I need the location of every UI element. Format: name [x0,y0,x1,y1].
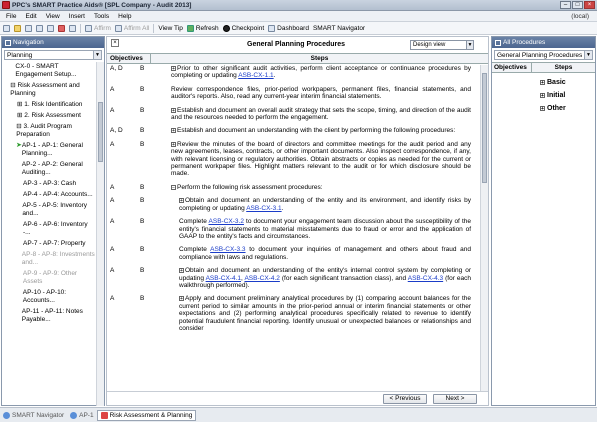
steps-table-body [107,65,479,395]
level-cell: B [140,267,145,275]
menu-help[interactable]: Help [118,12,132,20]
procedure-step-row [107,267,479,289]
smart-navigator-label: SMART Navigator [312,24,366,32]
save-icon[interactable] [25,25,32,32]
navigation-title: Navigation [13,39,44,46]
toolbar-separator [153,24,154,33]
expand-icon[interactable]: + [172,107,175,114]
step-text [171,246,471,261]
nav-tree-item[interactable] [2,288,97,307]
step-text-fragment: Obtain and document an understanding of the entity and its environment, and identify risks by completing or updating [179,197,471,212]
objective-cell: A [110,197,115,205]
affirm-label: Affirm [94,24,111,32]
navigator-icon [70,412,77,419]
objective-cell: A [110,295,115,303]
smart-navigator-button[interactable] [313,25,365,32]
pin-icon[interactable] [5,40,11,46]
level-cell: B [140,127,145,135]
step-text-fragment: . [281,204,284,212]
step-text [171,184,471,191]
objective-cell: A, D [110,65,123,72]
window-controls [560,1,595,9]
workpaper-link[interactable]: ASB-CX-3.2 [208,218,244,226]
objectives-column-header: Objectives [492,63,532,72]
procedure-step-row [107,127,479,134]
main-document-panel [106,36,489,406]
menu-tools[interactable]: Tools [93,12,110,20]
close-document-icon[interactable]: × [111,39,119,47]
nav-tree-item-label: ⊞ 2. Risk Assessment [17,112,81,119]
step-text-fragment: Establish and document an understanding with the client by performing the following procedures: [177,127,456,135]
checkpoint-label: Checkpoint [231,24,265,32]
status-tab[interactable] [97,410,197,421]
document-title: General Planning Procedures [247,41,346,48]
status-tab-label: AP-1 [79,411,94,419]
scrollbar-thumb[interactable] [482,73,487,183]
document-footer [107,391,488,405]
nav-tree-item[interactable] [2,269,97,288]
nav-tree-item[interactable] [2,81,97,100]
menu-bar [0,11,597,22]
procedure-step-row [107,218,479,240]
step-text [171,197,471,212]
procedures-filter-value: General Planning Procedures [497,51,583,59]
workpaper-link[interactable]: ASB-CX-3.1 [246,204,282,212]
expand-icon[interactable]: + [541,106,544,112]
pages-icon[interactable] [69,25,76,32]
nav-tree-item[interactable] [2,220,97,239]
procedures-table-header [492,62,595,73]
level-cell: B [140,140,145,148]
status-tab[interactable] [0,410,67,421]
expand-icon[interactable]: + [180,198,183,205]
procedure-step-row [107,65,479,80]
step-text-fragment: Obtain and document an understanding of the entity's internal control system by completing or updating [179,267,471,282]
status-tab-label: Risk Assessment & Planning [109,411,193,419]
step-text [171,65,471,80]
nav-tree-item[interactable] [2,160,97,179]
nav-tree-item-label: ⊟ 3. Audit Program Preparation [16,123,72,138]
procedure-group-label: Initial [547,92,566,99]
nav-tree-item[interactable] [2,179,97,190]
procedure-step-row [107,141,479,178]
navigation-filter-value: Planning [7,51,33,59]
collapse-icon[interactable]: − [172,184,175,191]
previous-button[interactable]: < Previous [383,394,427,404]
step-text-fragment: Perform the following risk assessment procedures: [177,183,323,191]
navigation-header [2,37,104,48]
dashboard-icon [268,25,275,32]
procedure-step-row [107,246,479,261]
procedures-panel [491,36,596,406]
document-icon[interactable] [36,25,43,32]
menu-file[interactable]: File [6,12,17,20]
expand-icon[interactable]: + [180,296,183,303]
level-cell: B [140,65,145,72]
expand-icon[interactable]: + [541,93,544,99]
step-text-fragment: (for each significant transaction class), and [279,274,408,282]
nav-tree-item[interactable] [2,62,97,81]
chevron-down-icon[interactable]: ▼ [584,51,592,59]
level-cell: B [140,295,145,303]
affirm-icon [85,25,92,32]
affirm-all-button[interactable] [115,25,150,32]
checkpoint-button[interactable] [223,25,265,32]
close-button[interactable]: × [584,1,595,9]
procedure-step-row [107,107,479,122]
window-titlebar [0,0,597,11]
procedure-group[interactable] [492,105,595,112]
chevron-down-icon[interactable]: ▼ [93,51,101,59]
nav-tree-item[interactable] [2,190,97,201]
nav-tree-item-label: AP-5 - AP-5: Inventory and... [22,202,87,217]
nav-tree-item-label: AP-6 - AP-6: Inventory -... [23,221,88,236]
tree-spacer [16,240,23,248]
nav-tree-item[interactable] [2,201,97,220]
dashboard-label: Dashboard [277,24,309,32]
minimize-button[interactable]: – [560,1,571,9]
objective-cell: A [110,267,115,275]
tree-spacer [10,101,17,109]
step-text-fragment: (for each walkthrough performed). [179,274,471,289]
objective-cell: A [110,106,115,114]
objective-cell: A, D [110,127,123,135]
step-text-fragment: to document your inquiries of management and others about fraud and compliance with laws and regulations. [179,246,471,261]
navigation-panel [1,36,105,406]
tree-spacer [16,180,23,188]
refresh-icon [187,25,194,32]
navigation-tree [2,62,97,406]
nav-tree-item[interactable] [2,307,97,326]
current-item-arrow-icon: ➤ [16,142,22,149]
app-icon [2,1,10,9]
affirm-button[interactable] [85,25,111,32]
procedure-step-row [107,295,479,332]
nav-tree-item-label: AP-4 - AP-4: Accounts... [23,191,93,198]
status-bar [0,407,597,422]
nav-tree-item[interactable] [2,141,97,160]
toolbar [0,22,597,35]
affirm-all-icon [115,25,122,32]
level-cell: B [140,197,145,205]
document-scrollbar[interactable] [480,65,488,395]
step-text-fragment: , [241,274,245,282]
objective-cell: A [110,140,115,148]
menu-insert[interactable]: Insert [68,12,85,20]
menu-view[interactable]: View [45,12,60,20]
toolbar-separator [80,24,81,33]
procedure-step-row [107,86,479,101]
step-text-fragment: Review the minutes of the board of directors and committee meetings for the audit period and any new agreements, leases, contracts, or other important documents. Also inspect correspondence, if any, with relevant licensing or regulatory authorities. Obtain abstracts or copies as needed for the current or permanent workpaper files. Highlight matters relevant to the audit or for which disclosure should be made. [171,140,471,178]
procedure-group[interactable] [492,79,595,86]
checkpoint-icon [223,25,230,32]
step-text-fragment: Review correspondence files, prior-period workpapers, permanent files, financial statements, and auditor's reports. Also, read any current-year interim financial statements. [171,85,471,101]
step-text [171,141,471,178]
nav-tree-item-label: AP-1 - AP-1: General Planning... [21,142,83,157]
procedure-group-label: Other [547,105,566,112]
step-text [171,86,471,101]
expand-icon[interactable]: + [172,128,175,135]
step-text [171,127,471,134]
tree-spacer [16,289,23,305]
level-cell: B [140,85,145,93]
step-text-fragment: to document your engagement team discussion about the susceptibility of the entity's financial statements to material misstatements due to fraud or error and the application of GAAP to the entity's facts and circumstances. [179,218,471,240]
nav-tree-item-label: AP-7 - AP-7: Property [23,240,86,247]
level-cell: B [140,246,145,254]
view-tip-button[interactable] [158,25,182,32]
step-text-fragment: Complete [179,218,209,226]
location-label: (local) [571,12,589,20]
tree-spacer [16,191,23,199]
view-mode-select[interactable] [410,40,474,50]
procedure-step-row [107,197,479,212]
document-icon [101,412,108,419]
expand-icon[interactable]: + [172,66,175,72]
level-cell: B [140,106,145,114]
nav-tree-item[interactable] [2,111,97,122]
procedures-filter-select[interactable] [494,50,593,60]
view-tip-label: View Tip [158,24,183,32]
nav-tree-item-label: ⊞ 1. Risk Identification [17,101,83,108]
workpaper-link[interactable]: ASB-CX-4.2 [244,274,280,282]
dashboard-button[interactable] [268,25,309,32]
tree-spacer [16,270,23,286]
status-tab[interactable] [67,410,96,421]
navigation-scrollbar[interactable] [96,62,104,406]
affirm-all-label: Affirm All [123,24,150,32]
menu-edit[interactable]: Edit [25,12,37,20]
document-header [107,37,488,52]
steps-table-header [107,53,488,64]
step-text [171,267,471,289]
nav-tree-item[interactable] [2,250,97,269]
expand-icon[interactable]: + [172,141,175,148]
nav-tree-item[interactable] [2,239,97,250]
procedures-header [492,37,595,48]
procedures-title: All Procedures [503,39,546,46]
navigator-icon [3,412,10,419]
step-text [171,218,471,240]
nav-tree-item-label: AP-10 - AP-10: Accounts... [22,289,67,304]
procedure-step-row [107,184,479,191]
expand-icon[interactable]: + [180,268,183,275]
nav-tree-item[interactable] [2,100,97,111]
pin-icon[interactable] [495,40,501,46]
procedure-groups [492,79,595,112]
step-text [171,107,471,122]
objectives-column-header: Objectives [107,54,151,63]
expand-icon[interactable]: + [541,80,544,86]
steps-column-header: Steps [554,64,573,71]
procedure-group-label: Basic [547,79,566,86]
chevron-down-icon[interactable]: ▼ [467,42,473,48]
navigation-filter-select[interactable] [4,50,102,60]
workpaper-link[interactable]: ASB-CX-1.1 [238,72,274,80]
view-mode-value: Design view [413,42,446,48]
nav-tree-item[interactable] [2,122,97,141]
status-tab-label: SMART Navigator [12,411,65,419]
objective-cell: A [110,85,115,93]
nav-tree-item-label: AP-11 - AP-11: Notes Payable... [21,308,83,323]
refresh-button[interactable] [187,25,219,32]
step-text [171,295,471,332]
nav-tree-item-label: CX-0 - SMART Engagement Setup... [15,63,77,78]
step-text-fragment: Prior to other significant audit activities, perform client acceptance or continuance procedures by completing or updating [171,65,471,80]
workpaper-link[interactable]: ASB-CX-4.1 [205,274,241,282]
step-text-fragment: Establish and document an overall audit strategy that sets the scope, timing, and direction of the audit and the resources needed to perform the engagement. [171,106,471,122]
nav-tree-item-label: AP-9 - AP-9: Other Assets [22,270,78,285]
print-icon[interactable] [47,25,54,32]
next-button[interactable]: Next > [433,394,477,404]
steps-column-header: Steps [310,55,329,62]
nav-tree-item-label: AP-3 - AP-3: Cash [23,180,77,187]
open-folder-icon[interactable] [14,25,21,32]
tree-spacer [16,221,23,237]
workpaper-link[interactable]: ASB-CX-3.3 [210,246,246,254]
window-title: PPC's SMART Practice Aids® [SPL Company - Audit 2013] [12,1,192,9]
objective-cell: A [110,183,115,191]
workpaper-link[interactable]: ASB-CX-4.3 [407,274,444,282]
flag-icon[interactable] [58,25,65,32]
nav-tree-item-label: AP-8 - AP-8: Investments and... [21,251,95,266]
objective-cell: A [110,218,115,226]
maximize-button[interactable]: □ [572,1,583,9]
procedure-group[interactable] [492,92,595,99]
nav-tree-item-label: ⊟ Risk Assessment and Planning [10,82,80,97]
level-cell: B [140,183,145,191]
step-text-fragment: Apply and document preliminary analytical procedures by (1) comparing account balances for the current period to similar amounts in the prior-period annual or interim financial statements or other expectations and (2) performing analytical procedures specifically related to revenue to identify potential fraudulent financial reporting. Identify unusual or unexpected balances or relationships and consider [179,295,471,332]
objective-cell: A [110,246,115,254]
nav-tree-item-label: AP-2 - AP-2: General Auditing... [21,161,83,176]
level-cell: B [140,218,145,226]
scrollbar-thumb[interactable] [98,102,103,162]
refresh-label: Refresh [195,24,219,32]
tree-spacer [10,112,17,120]
new-icon[interactable] [3,25,10,32]
step-text-fragment: Complete [179,246,211,254]
step-text-fragment: . [273,72,276,80]
